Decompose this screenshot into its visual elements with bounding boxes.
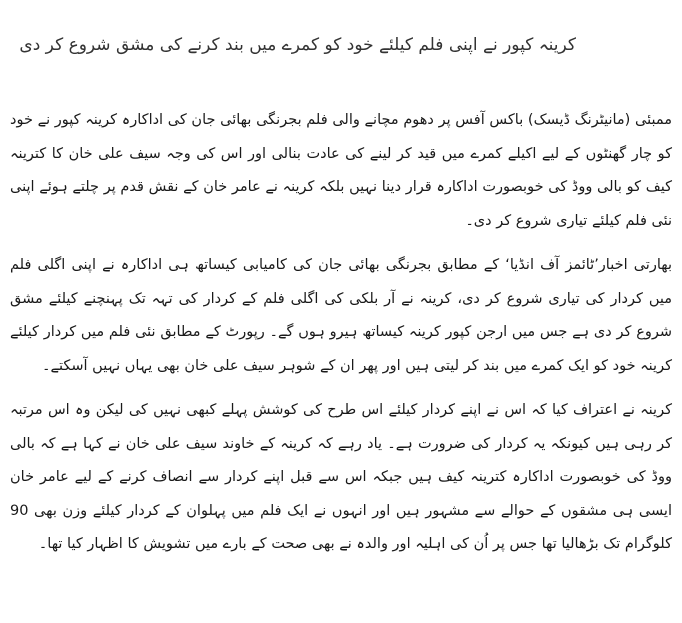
paragraph-times-of-india: بھارتی اخبار’ٹائمز آف انڈیا‘ کے مطابق بجرنگی بھائی جان کی کامیابی کیساتھ ہی اداکارہ نے اپنی اگلی فلم میں کردار کی تیاری شروع کر دی، کرینہ نے آر بلکی کی اگلی فلم کے کردار کی تہہ تک پہنچنے کیلئے مشق شروع کر دی ہے جس میں ارجن کپور کرینہ کیساتھ ہیرو ہوں گے۔ رپورٹ کے مطابق نئی فلم میں کردار کیلئے کرینہ خود کو ایک کمرے میں بند کر لیتی ہیں اور پھر ان کے شوہر سیف علی خان بھی یہاں نہیں آسکتے۔ (10, 257, 672, 374)
article (10, 0, 672, 562)
article-title: کرینہ کپور نے اپنی فلم کیلئے خود کو کمرے میں بند کرنے کی مشق شروع کر دی (19, 35, 576, 55)
paragraph-confession: کرینہ نے اعتراف کیا کہ اس نے اپنے کردار کیلئے اس طرح کی کوشش پہلے کبھی نہیں کی لیکن وہ اس مرتبہ کر رہی ہیں کیونکہ یہ کردار کی ضرورت ہے۔ یاد رہے کہ کرینہ کے خاوند سیف علی خان نے کہا ہے کہ بالی ووڈ کی خوبصورت اداکارہ کترینہ کیف ہیں جبکہ اس سے قبل اپنے کردار سے انصاف کرنے کے لیے عامر خان ایسی ہی مشقوں کے حوالے سے مشہور ہیں اور انہوں نے ایک فلم میں پہلوان کے کردار کیلئے وزن بھی 90 کلوگرام تک بڑھالیا تھا جس پر اُن کی اہلیہ اور والدہ نے بھی صحت کے بارے میں تشویش کا اظہار کیا تھا۔ (10, 402, 672, 552)
paragraph-intro: ممبئی (مانیٹرنگ ڈیسک) باکس آفس پر دھوم مچانے والی فلم بجرنگی بھائی جان کی اداکارہ کرینہ کپور نے خود کو چار گھنٹوں کے لیے اکیلے کمرے میں قید کر لینے کی عادت بنالی اور اس کی وجہ سیف علی خان کا کترینہ کیف کو بالی ووڈ کی خوبصورت اداکارہ قرار دینا نہیں بلکہ کرینہ نے عامر خان کے نقش قدم پر چلتے ہوئے اپنی نئی فلم کیلئے تیاری شروع کر دی۔ (10, 112, 672, 229)
